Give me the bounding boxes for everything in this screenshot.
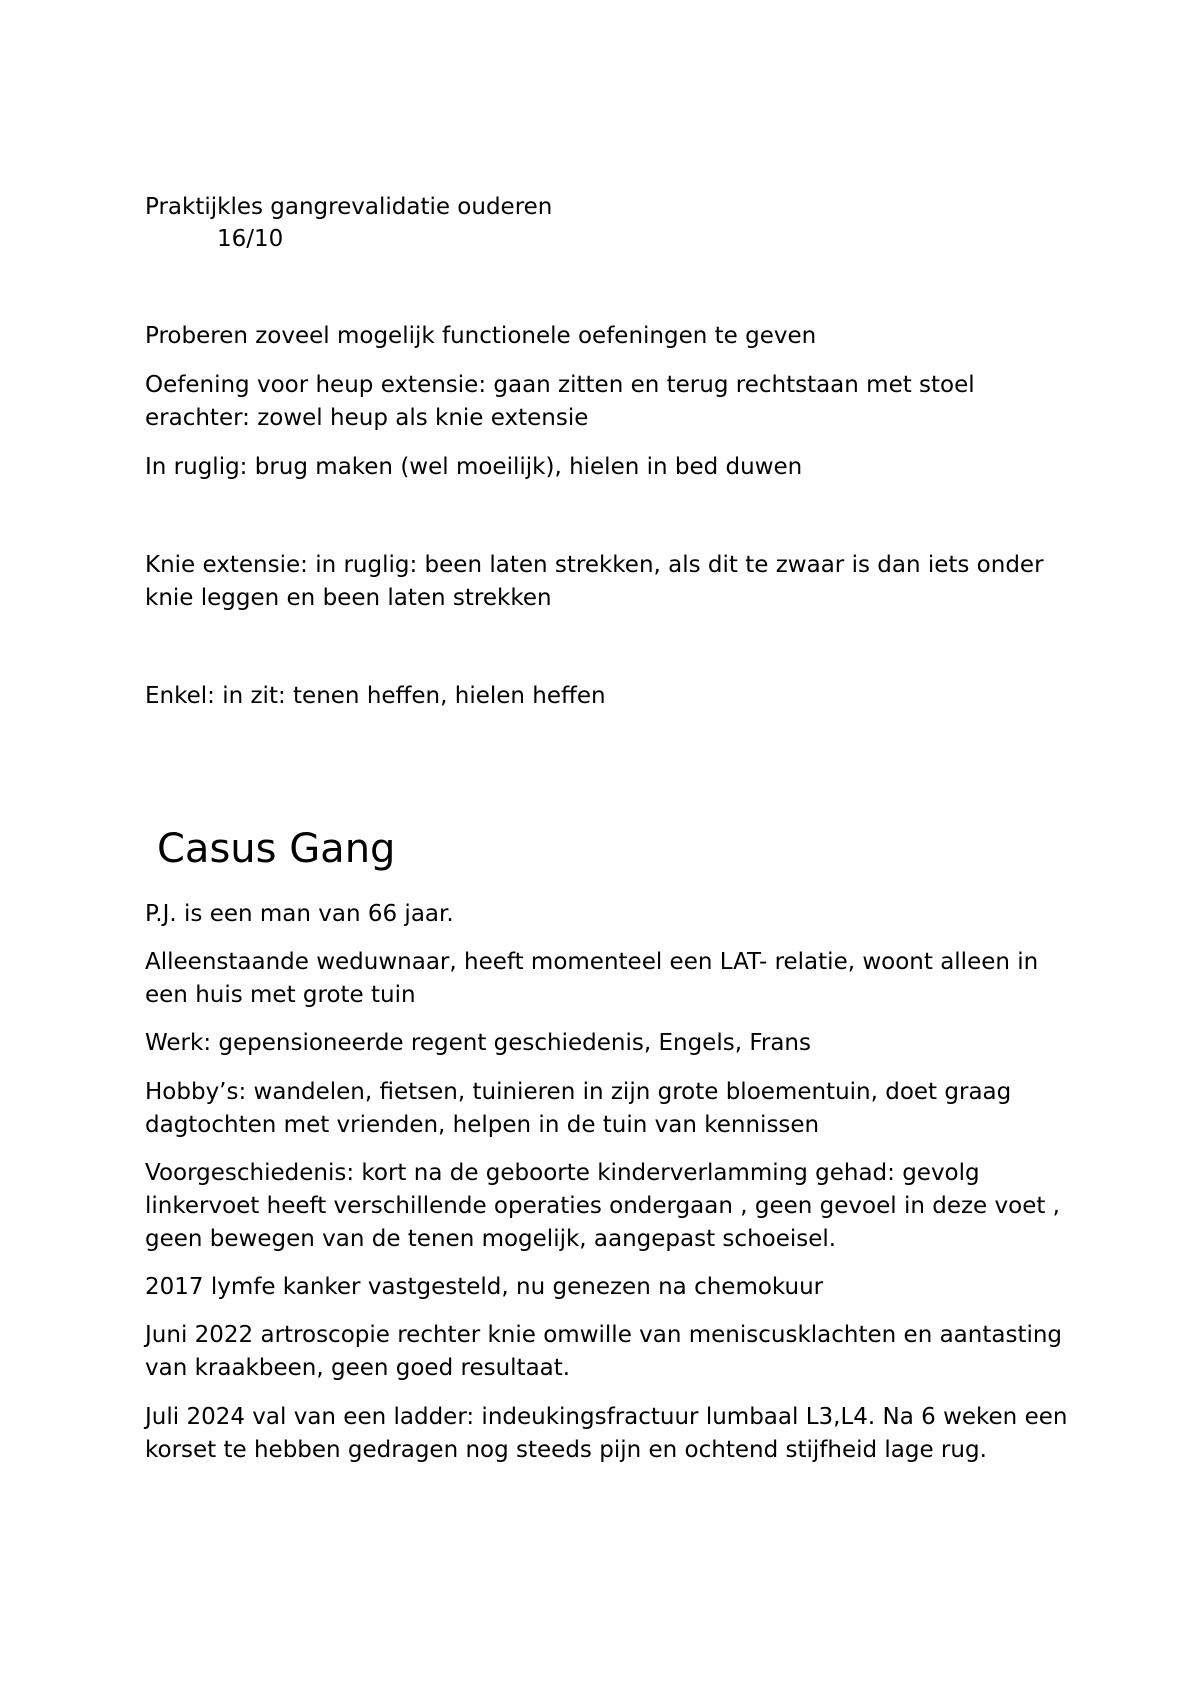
note-paragraph: Oefening voor heup extensie: gaan zitten en terug rechtstaan met stoel erachter: zowel heup als knie extensie xyxy=(145,372,982,431)
document-date: 16/10 xyxy=(217,226,284,252)
note-paragraph: Proberen zoveel mogelijk functionele oefeningen te geven xyxy=(145,323,817,349)
note-paragraph: In ruglig: brug maken (wel moeilijk), hielen in bed duwen xyxy=(145,454,803,480)
note-paragraph: Enkel: in zit: tenen heffen, hielen heffen xyxy=(145,683,606,709)
case-paragraph: Voorgeschiedenis: kort na de geboorte kinderverlamming gehad: gevolg linkervoet heeft verschillende operaties ondergaan , geen gevoel in deze voet , geen bewegen van de tenen mogelijk, aangepast schoeisel. xyxy=(145,1160,1068,1252)
case-paragraph: Juni 2022 artroscopie rechter knie omwille van meniscusklachten en aantasting van kraakbeen, geen goed resultaat. xyxy=(145,1322,1070,1381)
case-paragraph: P.J. is een man van 66 jaar. xyxy=(145,901,454,927)
note-paragraph: Knie extensie: in ruglig: been laten strekken, als dit te zwaar is dan iets onder knie leggen en been laten strekken xyxy=(145,552,1051,611)
case-paragraph: Juli 2024 val van een ladder: indeukingsfractuur lumbaal L3,L4. Na 6 weken een korset te hebben gedragen nog steeds pijn en ochtend stijfheid lage rug. xyxy=(145,1404,1075,1463)
case-paragraph: 2017 lymfe kanker vastgesteld, nu genezen na chemokuur xyxy=(145,1274,824,1300)
case-paragraph: Hobby’s: wandelen, fietsen, tuinieren in zijn grote bloementuin, doet graag dagtochten met vrienden, helpen in de tuin van kennissen xyxy=(145,1079,1019,1138)
case-paragraph: Alleenstaande weduwnaar, heeft momenteel een LAT- relatie, woont alleen in een huis met grote tuin xyxy=(145,949,1046,1008)
case-heading: Casus Gang xyxy=(157,826,396,872)
case-paragraph: Werk: gepensioneerde regent geschiedenis, Engels, Frans xyxy=(145,1030,811,1056)
document-title: Praktijkles gangrevalidatie ouderen xyxy=(145,194,553,220)
